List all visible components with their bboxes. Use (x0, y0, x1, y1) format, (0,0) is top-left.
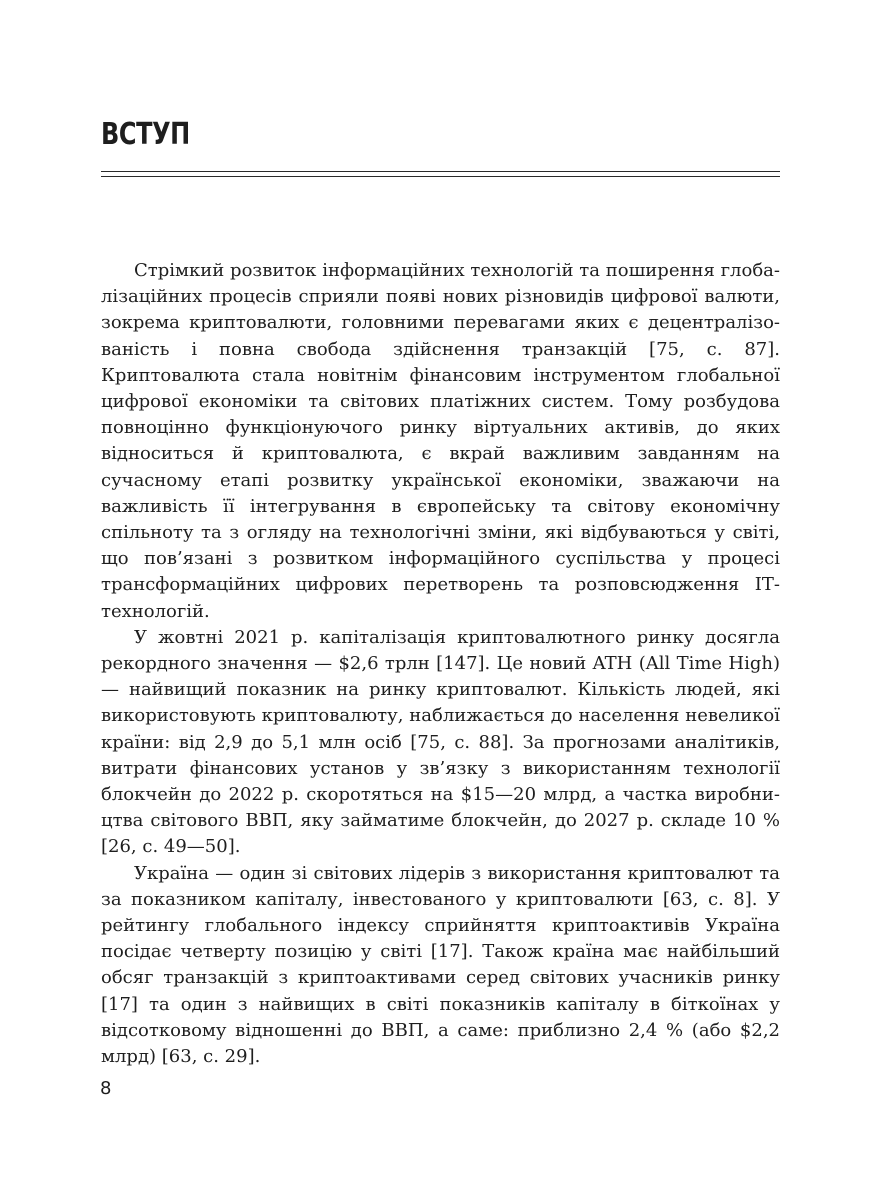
heading-rule-bottom (101, 176, 780, 177)
page-number: 8 (100, 1078, 112, 1099)
paragraph: Стрімкий розвиток інформаційних технологій та поширення глобалізаційних процесів сприяли появі нових різновидів цифрової валюти, зокрема криптовалюти, головними перевагами яких є децентралізованість і повна свобода здійснення транзакцій [75, с. 87]. Криптовалюта стала новітнім фінансовим інструментом глобальної цифрової економіки та світових платіжних систем. Тому розбудова повноцінно функціонуючого ринку віртуальних активів, до яких відноситься й криптовалюта, є вкрай важливим завданням на сучасному етапі розвитку української економіки, зважаючи на важливість її інтегрування в європейську та світову економічну спільноту та з огляду на технологічні зміни, які відбуваються у світі, що пов’язані з розвитком інформаційного суспільства у процесі трансформаційних цифрових перетворень та розповсюдження ІТ-технологій. (101, 260, 780, 622)
heading-rule-top (101, 171, 780, 172)
section-heading: ВСТУП (101, 117, 190, 152)
paragraph: Україна — один зі світових лідерів з використання криптовалют та за показником капіталу, інвестованого у криптовалюти [63, с. 8]. У рейтингу глобального індексу сприйняття криптоактивів Україна посідає четверту позицію у світі [17]. Також країна має найбільший обсяг транзакцій з криптоактивами серед світових учасників ринку [17] та один з найвищих в світі показників капіталу в біткоїнах у відсотковому відношенні до ВВП, а саме: приблизно 2,4 % (або $2,2 млрд) [63, с. 29]. (101, 862, 780, 1068)
paragraph: У жовтні 2021 р. капіталізація криптовалютного ринку досягла рекордного значення — $2,6 трлн [147]. Це новий ATH (All Time High) — найвищий показник на ринку криптовалют. Кількість людей, які використовують криптовалюту, наближається до населення невеликої країни: від 2,9 до 5,1 млн осіб [75, с. 88]. За прогнозами аналітиків, витрати фінансових установ у зв’язку з використанням технології блокчейн до 2022 р. скоротяться на $15—20 млрд, а частка виробництва світового ВВП, яку займатиме блокчейн, до 2027 р. складе 10 % [26, с. 49—50]. (101, 626, 780, 858)
body-text (101, 258, 780, 1070)
